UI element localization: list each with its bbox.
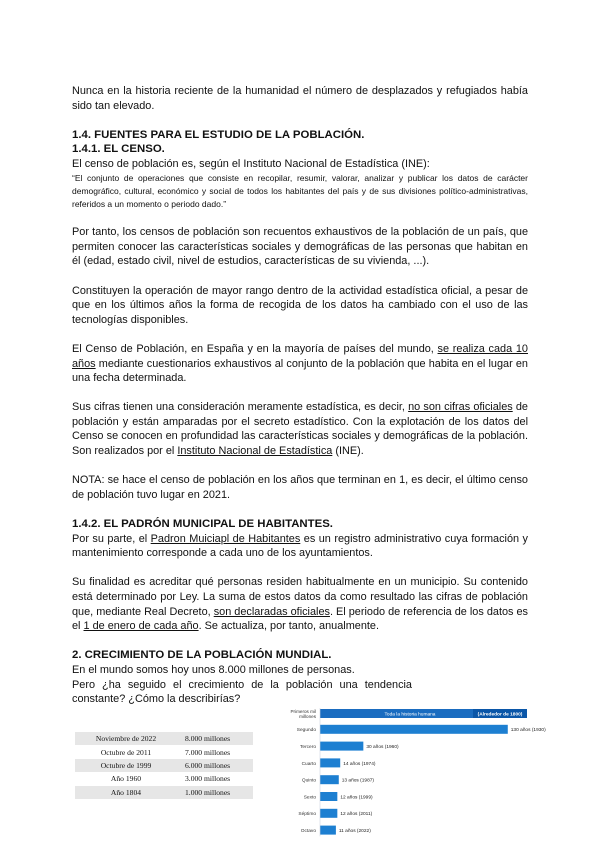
censo-paragraph-1: Por tanto, los censos de población son recuentos exhaustivos de la población de un país, que permiten conocer las características sociales y demográficas de las personas que habitan en él (edad, estado civil, nivel de estudios, características de su vivienda, ...). [72,226,528,268]
underlined-ine: Instituto Nacional de Estadística [177,445,333,458]
category-label: Tercero [300,745,316,750]
underlined-declared-official: son declaradas oficiales [213,605,330,618]
bar [320,792,337,801]
subsection-heading-censo: 1.4.1. EL CENSO. [72,143,165,156]
padron-paragraph-1: Por su parte, el Padron Muiciapl de Habitantes es un registro administrativo cuya formación y mantenimiento corresponde a cada uno de los ayuntamientos. [72,532,528,560]
censo-lead: El censo de población es, según el Instituto Nacional de Estadística (INE): [72,157,430,170]
table-row: Octubre de 1999 6.000 millones [75,759,253,772]
bar-data-label: 30 años (1960) [366,745,399,750]
underlined-january-first: 1 de enero de cada año [83,620,199,633]
header-end-text: (Alrededor de 1800) [477,712,523,718]
bar [320,775,339,784]
bar-data-label: 12 años (2011) [340,812,373,818]
category-label: Octavo [300,829,316,834]
page-content [72,84,528,707]
ine-definition-quote: “El conjunto de operaciones que consiste en recopilar, resumir, valorar, analizar y publicar los datos de carácter demográfico, cultural, económico y social de todos los habitantes del país y de sus divisiones político-administrativas, referidos a un momento o periodo dado.” [72,172,528,209]
underlined-every-10-years: se realiza cada 10 años [72,342,528,370]
category-label: Segundo [296,728,316,734]
censo-paragraph-2: Constituyen la operación de mayor rango dentro de la actividad estadística oficial, a pesar de que en los últimos años la forma de recogida de los datos ha cambiado con el uso de las tecnologías disponibles. [72,284,528,326]
table-row: Año 1960 3.000 millones [110,774,231,784]
subsection-heading-padron: 1.4.2. EL PADRÓN MUNICIPAL DE HABITANTES. [72,518,333,531]
bar [320,758,340,767]
censo-paragraph-4: Sus cifras tienen una consideración meramente estadística, es decir, no son cifras oficiales de población y están amparadas por el secreto estadístico. Con la explotación de los datos del Censo se conocen en profundidad las características sociales y demográficas de la población. Son realizados por el Instituto Nacional de Estadística (INE). [72,401,528,458]
bar [320,742,363,751]
crecimiento-question: Pero ¿ha seguido el crecimiento de la población una tendencia constante? ¿Cómo la describirías? [72,678,412,706]
category-label: Cuarto [301,761,316,767]
censo-paragraph-3: El Censo de Población, en España y en la mayoría de países del mundo, se realiza cada 10 años mediante cuestionarios exhaustivos al conjunto de la población que habita en el lugar en una fecha determinada. [72,342,528,385]
category-label: Séptimo [298,812,316,818]
intro-paragraph: Nunca en la historia reciente de la humanidad el número de desplazados y refugiados había sido tan elevado. [72,85,528,112]
bar-data-label: 11 años (2022) [338,829,371,834]
population-milestones-table [75,732,253,799]
table-row: Año 1804 1.000 millones [75,786,253,799]
crecimiento-paragraph-1: En el mundo somos hoy unos 8.000 millones de personas. [72,663,355,676]
section-heading-crecimiento: 2. CRECIMIENTO DE LA POBLACIÓN MUNDIAL. [72,649,332,662]
category-label: Quinto [301,778,316,784]
header-category-label-line2: millones [299,714,316,719]
table-row: Octubre de 2011 7.000 millones [100,747,231,757]
bar [320,809,337,818]
bar-data-label: 13 años (1987) [341,778,375,784]
bar [320,826,336,835]
bar-data-label: 14 años (1974) [343,761,376,767]
underlined-padron: Padron Muiciapl de Habitantes [150,532,301,545]
padron-paragraph-2: Su finalidad es acreditar qué personas residen habitualmente en un municipio. Su contenido está determinado por Ley. La suma de estos datos da como resultado las cifras de población que, mediante Real Decreto, son declaradas oficiales. El periodo de referencia de los datos es el 1 de enero de cada año. Se actualiza, por tanto, anualmente. [72,576,529,633]
bar-data-label: 12 años (1999) [340,795,373,801]
years-to-billion-chart [280,708,546,840]
table-row: Noviembre de 2022 8.000 millones [75,732,253,745]
category-label: Sexto [303,795,316,801]
header-category-label-line1: Primeros mil [290,709,316,714]
header-bar-text: Toda la historia humana [384,712,436,718]
bar-data-label: 130 años (1930) [510,728,546,734]
section-heading-fuentes: 1.4. FUENTES PARA EL ESTUDIO DE LA POBLACIÓN. [72,128,365,141]
underlined-not-official: no son cifras oficiales [408,401,513,414]
bar [320,725,508,734]
censo-note: NOTA: se hace el censo de población en los años que terminan en 1, es decir, el último censo de población tuvo lugar en 2021. [72,474,528,501]
